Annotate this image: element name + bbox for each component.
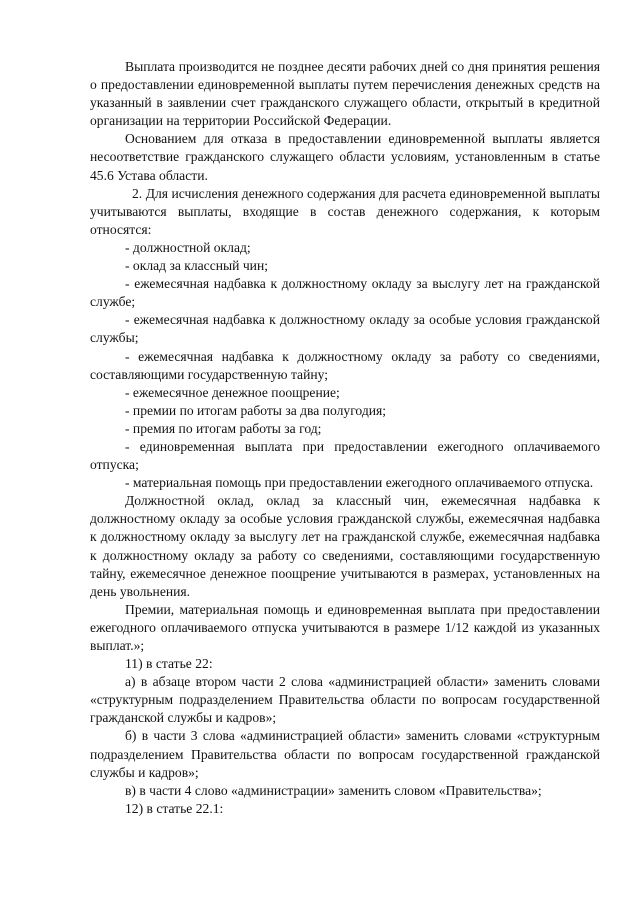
- paragraph-salary-calculation: 2. Для исчисления денежного содержания для расчета единовременной выплаты учитываются выплаты, входящие в состав денежного содержания, к которым относятся:: [90, 185, 600, 237]
- list-item: - ежемесячная надбавка к должностному окладу за особые условия гражданской службы;: [90, 312, 600, 346]
- paragraph-salary-components: Должностной оклад, оклад за классный чин, ежемесячная надбавка к должностному окладу за особые условия гражданской службы, ежемесячная надбавка к должностному окладу за выслугу лет на гражданской службе, ежемесячная надбавка к должностному окладу за работу со сведениями, составляющими государственную тайну, ежемесячное денежное поощрение учитываются в размерах, установленных на день увольнения.: [90, 493, 600, 599]
- paragraph-amendment-b: б) в части 3 слова «администрацией области» заменить словами «структурным подразделением Правительства области по вопросам государственной гражданской службы и кадров»;: [90, 728, 600, 780]
- list-item: - ежемесячная надбавка к должностному окладу за выслугу лет на гражданской службе;: [90, 276, 600, 310]
- list-item: - ежемесячное денежное поощрение;: [125, 384, 340, 400]
- paragraph-payment-timing: Выплата производится не позднее десяти рабочих дней со дня принятия решения о предоставлении единовременной выплаты путем перечисления денежных средств на указанный в заявлении счет гражданского служащего области, открытый в кредитной организации на территории Российской Федерации.: [90, 59, 600, 129]
- paragraph-article-22: 11) в статье 22:: [125, 656, 213, 672]
- list-item: - ежемесячная надбавка к должностному окладу за работу со сведениями, составляющими государственную тайну;: [90, 348, 600, 382]
- list-item: - материальная помощь при предоставлении ежегодного оплачиваемого отпуска.: [125, 475, 594, 491]
- paragraph-amendment-c: в) в части 4 слово «администрации» заменить словом «Правительства»;: [125, 782, 542, 798]
- document-page: [90, 58, 600, 818]
- list-item: - должностной оклад;: [125, 239, 251, 255]
- list-item: - оклад за классный чин;: [125, 258, 268, 274]
- list-item: - премии по итогам работы за два полугодия;: [125, 402, 387, 418]
- paragraph-refusal-basis: Основанием для отказа в предоставлении единовременной выплаты является несоответствие гражданского служащего области условиям, установленным в статье 45.6 Устава области.: [90, 131, 600, 183]
- paragraph-article-22-1: 12) в статье 22.1:: [125, 800, 224, 816]
- list-item: - единовременная выплата при предоставлении ежегодного оплачиваемого отпуска;: [90, 438, 600, 473]
- paragraph-amendment-a: а) в абзаце втором части 2 слова «администрацией области» заменить словами «структурным подразделением Правительства области по вопросам государственной гражданской службы и кадров»;: [90, 674, 600, 726]
- list-item: - премия по итогам работы за год;: [125, 420, 322, 436]
- paragraph-bonuses: Премии, материальная помощь и единовременная выплата при предоставлении ежегодного оплачиваемого отпуска учитываются в размере 1/12 каждой из указанных выплат.»;: [90, 601, 600, 653]
